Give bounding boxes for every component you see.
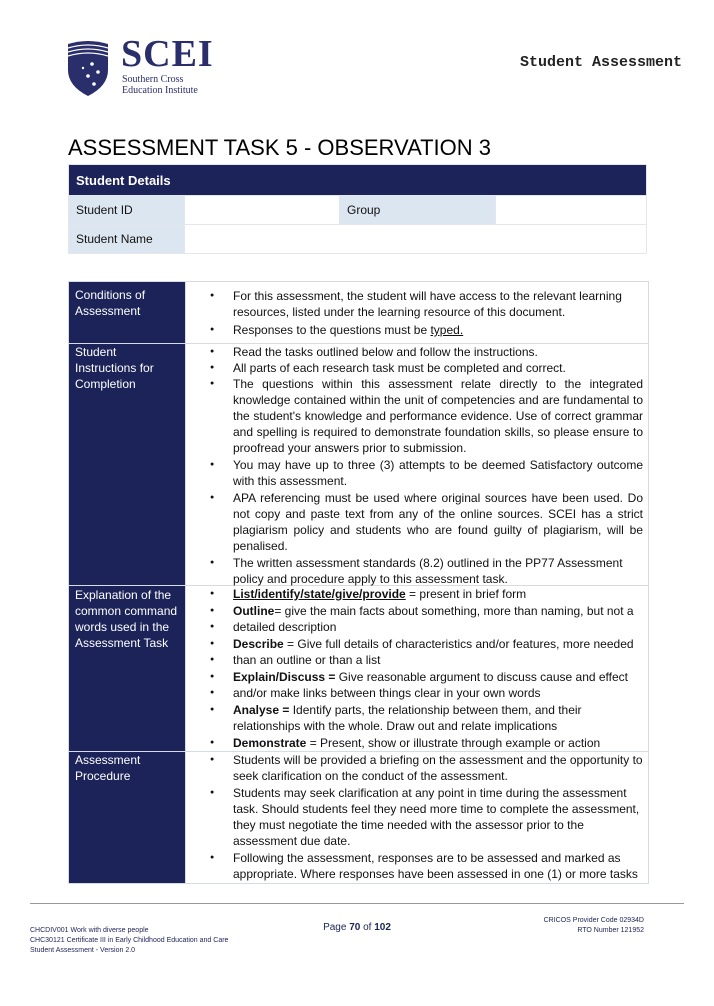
list-item: ● Following the assessment, responses are to be assessed and marked as appropriate. Where responses have been assessed in one (1) or more tasks — [186, 850, 643, 882]
list-item — [186, 322, 643, 338]
shield-icon — [66, 40, 110, 96]
page-of: of — [360, 922, 375, 933]
list-item: ● You may have up to three (3) attempts to be deemed Satisfactory outcome with this assessment. — [186, 457, 643, 489]
command-word-text: Identify parts, the relationship between them, and their relationships with the whole. Draw out and relate implications — [233, 702, 582, 733]
page-prefix: Page — [323, 922, 350, 933]
footer-course: CHC30121 Certificate III in Early Childhood Education and Care — [30, 937, 229, 944]
student-details-table — [68, 164, 647, 254]
assessment-info-table — [68, 281, 649, 884]
footer-version: Student Assessment - Version 2.0 — [30, 947, 136, 954]
command-word-item — [186, 619, 643, 636]
command-word-item — [186, 735, 643, 752]
command-word-text: = Present, show or illustrate through example or action — [306, 735, 601, 750]
command-words-row — [69, 585, 648, 751]
student-name-label: Student Name — [69, 225, 185, 254]
procedure-label: Assessment Procedure — [69, 752, 185, 883]
list-item: ● Students may seek clarification at any point in time during the assessment task. Should students feel they need more time to complete the assessment, they must negotiate the time needed with the assessor prior to the assessment due date. — [186, 785, 643, 849]
page-title: ASSESSMENT TASK 5 - OBSERVATION 3 — [68, 135, 492, 160]
command-word-text: = Give full details of characteristics and/or features, more needed — [283, 636, 634, 651]
command-word-item — [186, 685, 643, 702]
command-words-label: Explanation of the common command words used in the Assessment Task — [69, 586, 185, 751]
page-current: 70 — [349, 922, 361, 933]
instructions-content — [185, 344, 648, 585]
conditions-row — [69, 282, 648, 343]
list-item: ● For this assessment, the student will have access to the relevant learning resources, listed under the learning resource of this document. — [186, 288, 643, 320]
list-item: ● Students will be provided a briefing on the assessment and the opportunity to seek clarification on the conduct of the assessment. — [186, 752, 643, 784]
footer-right — [544, 916, 644, 936]
list-item: ● The questions within this assessment relate directly to the integrated knowledge contained within the unit of competencies and are fundamental to the student's knowledge and performance evidence. Use of correct grammar and spelling is required to demonstrate foundation skills, so please ensure to proofread your answers prior to submission. — [186, 376, 643, 456]
typed-underline-text: typed. — [430, 323, 464, 337]
command-word-text: detailed description — [233, 620, 337, 634]
conditions-content — [185, 282, 648, 343]
list-item: ● All parts of each research task must be completed and correct. — [186, 360, 643, 376]
rto-number: RTO Number 121952 — [577, 927, 644, 934]
command-word-term: Analyse = — [233, 702, 290, 717]
command-word-text: and/or make links between things clear in your own words — [233, 686, 541, 700]
list-item: ● APA referencing must be used where original sources have been used. Do not copy and paste text from any of the online sources. SCEI has a strict plagiarism policy and students who are found guilty of plagiarism, will be penalised. — [186, 490, 643, 554]
command-word-item — [186, 586, 643, 603]
student-details-heading: Student Details — [69, 165, 647, 196]
header-title: Student Assessment — [519, 54, 682, 71]
list-item: ● The written assessment standards (8.2) outlined in the PP77 Assessment policy and procedure apply to this assessment task. — [186, 555, 643, 587]
logo-line-1: Southern Cross — [122, 74, 184, 85]
command-word-item — [186, 603, 643, 620]
conditions-label: Conditions of Assessment — [69, 282, 185, 343]
student-id-field[interactable] — [185, 196, 340, 225]
cricos-code: CRICOS Provider Code 02934D — [543, 917, 644, 924]
command-word-term: Describe — [233, 636, 284, 651]
footer-unit: CHCDIV001 Work with diverse people — [30, 927, 149, 934]
group-label: Group — [340, 196, 496, 225]
command-word-term: Outline — [233, 603, 275, 618]
logo-name: SCEI — [121, 33, 214, 75]
command-word-item — [186, 652, 643, 669]
list-item-text: Responses to the questions must be — [233, 323, 428, 337]
procedure-content — [185, 752, 648, 883]
command-word-text: than an outline or than a list — [233, 653, 381, 667]
instructions-row — [69, 343, 648, 585]
list-item: ● Read the tasks outlined below and follow the instructions. — [186, 344, 643, 360]
student-name-field[interactable] — [185, 225, 647, 254]
command-word-item — [186, 702, 643, 735]
command-word-item — [186, 636, 643, 653]
command-word-text: Give reasonable argument to discuss cause and effect — [335, 669, 629, 684]
group-field[interactable] — [496, 196, 647, 225]
command-word-text: = present in brief form — [405, 587, 527, 601]
command-word-text: = give the main facts about something, more than naming, but not a — [274, 603, 634, 618]
page-total: 102 — [374, 922, 391, 933]
command-word-term: List/identify/state/give/provide — [233, 587, 406, 601]
instructions-label: Student Instructions for Completion — [69, 344, 185, 585]
command-word-item — [186, 669, 643, 686]
command-word-term: Explain/Discuss = — [233, 669, 336, 684]
logo-line-2: Education Institute — [122, 85, 198, 96]
command-words-content — [185, 586, 648, 751]
scei-logo — [66, 33, 226, 100]
logo-subtitle — [122, 74, 198, 96]
student-id-label: Student ID — [69, 196, 185, 225]
command-word-term: Demonstrate — [233, 735, 307, 750]
procedure-row — [69, 751, 648, 883]
footer-divider — [30, 903, 684, 904]
